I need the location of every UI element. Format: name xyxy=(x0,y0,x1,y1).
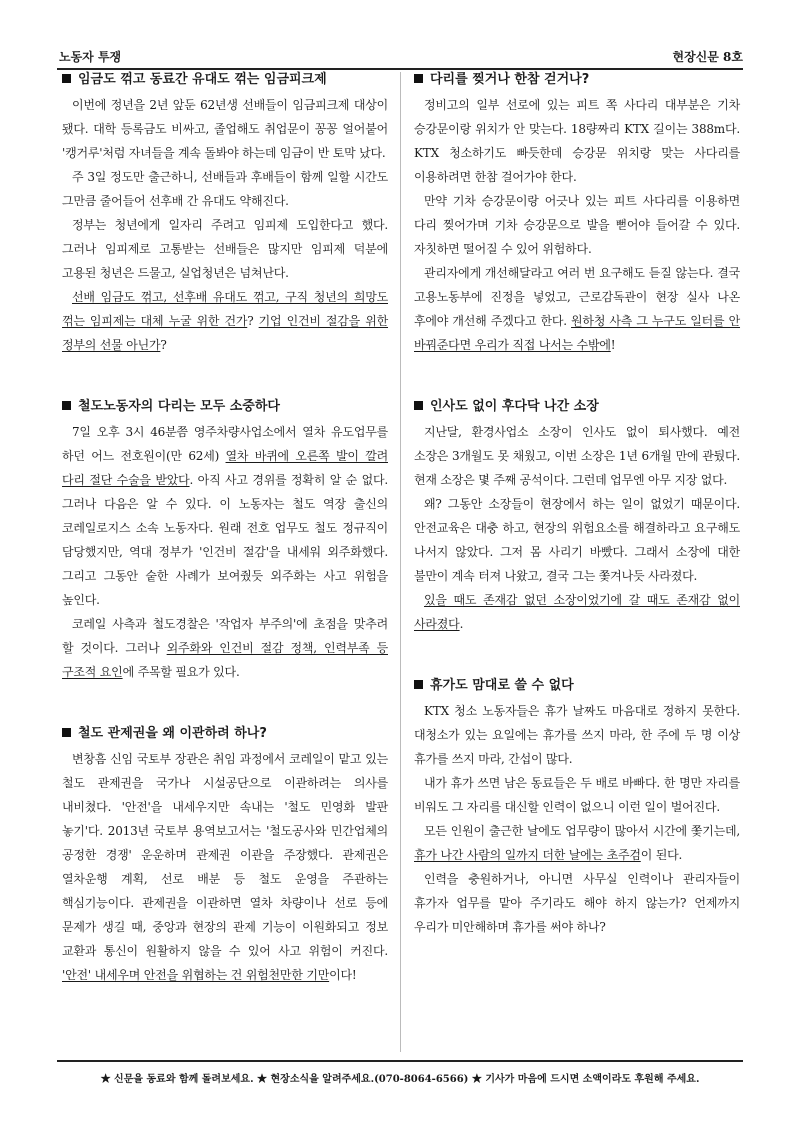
paragraph-text: 관리자에게 개선해달라고 여러 번 요구해도 듣질 않는다. 결국 고용노동부에 진정을 넣었고, 근로감독관이 현장 실사 나온 후에야 개선해 주겠다고 한다. xyxy=(414,266,740,328)
square-bullet-icon xyxy=(414,680,423,689)
page-footer xyxy=(57,1060,743,1092)
paragraph-text: ? xyxy=(247,314,259,328)
paragraph-text: ! xyxy=(610,338,616,352)
article-heading xyxy=(62,720,388,747)
paragraph-text: 변창흠 신임 국토부 장관은 취임 과정에서 코레일이 맡고 있는 철도 관제권을 국가나 시설공단으로 이관하려는 의사를 내비쳤다. '안전'을 내세우지만 속내는 '철도 민영화 발판 놓기'다. 2013년 국토부 용역보고서는 '철도공사와 민간업체의 공정한 경쟁' 운운하며 관제권 이관을 주장했다. 관제권은 열차운행 계획, 선로 배분 등 철도 운영을 주관하는 핵심기능이다. 관제권을 이관하면 열차 차량이나 선로 등에 문제가 생길 때, 중앙과 현장의 관제 기능이 이원화되고 정보 교환과 통신이 원활하지 않을 수 있어 사고 위험이 커진다. xyxy=(62,752,388,958)
article xyxy=(62,720,388,987)
issue-label: 현장신문 8호 xyxy=(672,50,743,64)
underlined-emphasis: '안전' 내세우며 안전을 위협하는 건 위험천만한 기만 xyxy=(62,968,330,982)
left-column xyxy=(62,66,388,987)
underlined-emphasis: 기업 인건비 절감을 위한 정부의 선물 아닌가 xyxy=(62,314,389,352)
article-paragraph xyxy=(414,189,740,261)
article-paragraph xyxy=(414,819,740,867)
article xyxy=(414,393,740,636)
paragraph-text: 코레일 사측과 철도경찰은 '작업자 부주의'에 초점을 맞추려 할 것이다. 그러나 xyxy=(62,617,388,655)
article-title: 다리를 찢거나 한참 걷거나? xyxy=(430,72,590,87)
paragraph-text: 에 주목할 필요가 있다. xyxy=(122,665,240,679)
paragraph-text: 정부는 청년에게 일자리 주려고 임피제 도입한다고 했다. 그러나 임피제로 고통받는 선배들은 많지만 임피제 덕분에 고용된 청년은 드물고, 실업청년은 넘쳐난다. xyxy=(62,218,388,280)
article-paragraph xyxy=(62,285,388,357)
article-paragraph xyxy=(414,699,740,771)
article xyxy=(414,66,740,357)
article-paragraph xyxy=(414,93,740,189)
article-spacer xyxy=(62,357,388,393)
paragraph-text: 왜? 그동안 소장들이 현장에서 하는 일이 없었기 때문이다. 안전교육은 대충 하고, 현장의 위험요소를 해결하라고 요구해도 나서지 않았다. 그저 몸 사리기 바빴다. 그래서 소장에 대한 불만이 계속 터져 나왔고, 결국 그는 쫓겨나듯 사라졌다. xyxy=(414,497,740,583)
article-paragraph xyxy=(414,420,740,492)
article-heading xyxy=(414,66,740,93)
article-paragraph xyxy=(414,588,740,636)
square-bullet-icon xyxy=(62,74,71,83)
article-paragraph xyxy=(62,420,388,612)
article-heading xyxy=(62,393,388,420)
underlined-emphasis: 원하청 사측 그 누구도 일터를 안 바꿔준다면 우리가 직접 나서는 수밖에 xyxy=(414,314,741,352)
article-paragraph xyxy=(414,492,740,588)
underlined-emphasis: 휴가 나간 사람의 일까지 더한 날에는 초주검 xyxy=(414,848,641,862)
article xyxy=(62,66,388,357)
square-bullet-icon xyxy=(414,74,423,83)
article-paragraph xyxy=(62,213,388,285)
underlined-emphasis: 열차 바퀴에 오른쪽 발이 깔려 다리 절단 수술을 받았다 xyxy=(62,449,388,487)
paragraph-text: 주 3일 정도만 출근하니, 선배들과 후배들이 함께 일할 시간도 그만큼 줄어들어 선후배 간 유대도 약해진다. xyxy=(62,170,388,208)
article-heading xyxy=(62,66,388,93)
square-bullet-icon xyxy=(62,728,71,737)
paragraph-text: 이번에 정년을 2년 앞둔 62년생 선배들이 임금피크제 대상이 됐다. 대학 등록금도 비싸고, 졸업해도 취업문이 꽁꽁 얼어붙어 '캥거루'처럼 자녀들을 계속 돌봐야 하는데 임금이 반 토막 났다. xyxy=(62,98,388,160)
article-paragraph xyxy=(414,771,740,819)
underlined-emphasis: 외주화와 인건비 절감 정책, 인력부족 등 구조적 요인 xyxy=(62,641,388,679)
newsletter-section-label: 노동자 투쟁 xyxy=(59,50,122,64)
article-spacer xyxy=(414,357,740,393)
article-paragraph xyxy=(62,93,388,165)
paragraph-text: 지난달, 환경사업소 소장이 인사도 없이 퇴사했다. 예전 소장은 3개월도 못 채웠고, 이번 소장은 1년 6개월 만에 관뒀다. 현재 소장은 몇 주째 공석이다. 그런데 업무엔 아무 지장 없다. xyxy=(414,425,740,487)
paragraph-text: 인력을 충원하거나, 아니면 사무실 인력이나 관리자들이 휴가자 업무를 맡아 주기라도 해야 하지 않는가? 언제까지 우리가 미안해하며 휴가를 써야 하나? xyxy=(414,872,740,934)
article-title: 인사도 없이 후다닥 나간 소장 xyxy=(430,399,599,414)
paragraph-text: 모든 인원이 출근한 날에도 업무량이 많아서 시간에 쫓기는데, xyxy=(424,824,740,838)
footer-text: ★ 신문을 동료와 함께 돌려보세요. ★ 현장소식을 알려주세요.(070-8064-6566) ★ 기사가 마음에 드시면 소액이라도 후원해 주세요. xyxy=(100,1074,700,1085)
paragraph-text: 이다! xyxy=(329,968,357,982)
article xyxy=(62,393,388,684)
underlined-emphasis: 있을 때도 존재감 없던 소장이었기에 갈 때도 존재감 없이 사라졌다 xyxy=(414,593,740,631)
article xyxy=(414,672,740,939)
column-divider xyxy=(400,72,401,1052)
article-paragraph xyxy=(62,612,388,684)
article-paragraph xyxy=(414,261,740,357)
paragraph-text: 이 된다. xyxy=(640,848,683,862)
article-title: 임금도 꺾고 동료간 유대도 꺾는 임금피크제 xyxy=(78,72,327,87)
right-column xyxy=(414,66,740,939)
paragraph-text: 7일 오후 3시 46분쯤 영주차량사업소에서 열차 유도업무를 하던 어느 전호원이(만 62세) xyxy=(62,425,388,463)
article-heading xyxy=(414,672,740,699)
paragraph-text: 정비고의 일부 선로에 있는 피트 쪽 사다리 대부분은 기차 승강문이랑 위치가 안 맞는다. 18량짜리 KTX 길이는 388m다. KTX 청소하기도 빠듯한데 승강문 위치랑 맞는 사다리를 이용하려면 한참 걸어가야 한다. xyxy=(414,98,740,184)
paragraph-text: KTX 청소 노동자들은 휴가 날짜도 마음대로 정하지 못한다. 대청소가 있는 요일에는 휴가를 쓰지 마라, 한 주에 두 명 이상 휴가를 쓰지 마라, 간섭이 많다. xyxy=(414,704,740,766)
article-title: 휴가도 맘대로 쓸 수 없다 xyxy=(430,678,574,693)
article-paragraph xyxy=(414,867,740,939)
article-spacer xyxy=(414,636,740,672)
underlined-emphasis: 선배 임금도 꺾고, 선후배 유대도 꺾고, 구직 청년의 희망도 꺾는 임피제는 대체 누굴 위한 건가 xyxy=(62,290,388,328)
article-heading xyxy=(414,393,740,420)
paragraph-text: 만약 기차 승강문이랑 어긋나 있는 피트 사다리를 이용하면 다리 찢어가며 기차 승강문으로 발을 뻗어야 들어갈 수 있다. 자칫하면 떨어질 수 있어 위험하다. xyxy=(414,194,740,256)
article-paragraph xyxy=(62,165,388,213)
article-title: 철도노동자의 다리는 모두 소중하다 xyxy=(78,399,280,414)
paragraph-text: . 아직 사고 경위를 정확히 알 순 없다. 그러나 다음은 알 수 있다. 이 노동자는 철도 역장 출신의 코레일로지스 소속 노동자다. 원래 전호 업무도 철도 정규직이 담당했지만, 역대 정부가 '인건비 절감'을 내세워 외주화했다. 그리고 그동안 숱한 사례가 보여줬듯 외주화는 사고 위험을 높인다. xyxy=(62,473,388,607)
article-title: 철도 관제권을 왜 이관하려 하나? xyxy=(78,726,267,741)
paragraph-text: ? xyxy=(160,338,167,352)
paragraph-text: . xyxy=(459,617,464,631)
paragraph-text: 내가 휴가 쓰면 남은 동료들은 두 배로 바빠다. 한 명만 자리를 비워도 그 자리를 대신할 인력이 없으니 이런 일이 벌어진다. xyxy=(414,776,740,814)
square-bullet-icon xyxy=(414,401,423,410)
article-paragraph xyxy=(62,747,388,987)
article-spacer xyxy=(62,684,388,720)
square-bullet-icon xyxy=(62,401,71,410)
